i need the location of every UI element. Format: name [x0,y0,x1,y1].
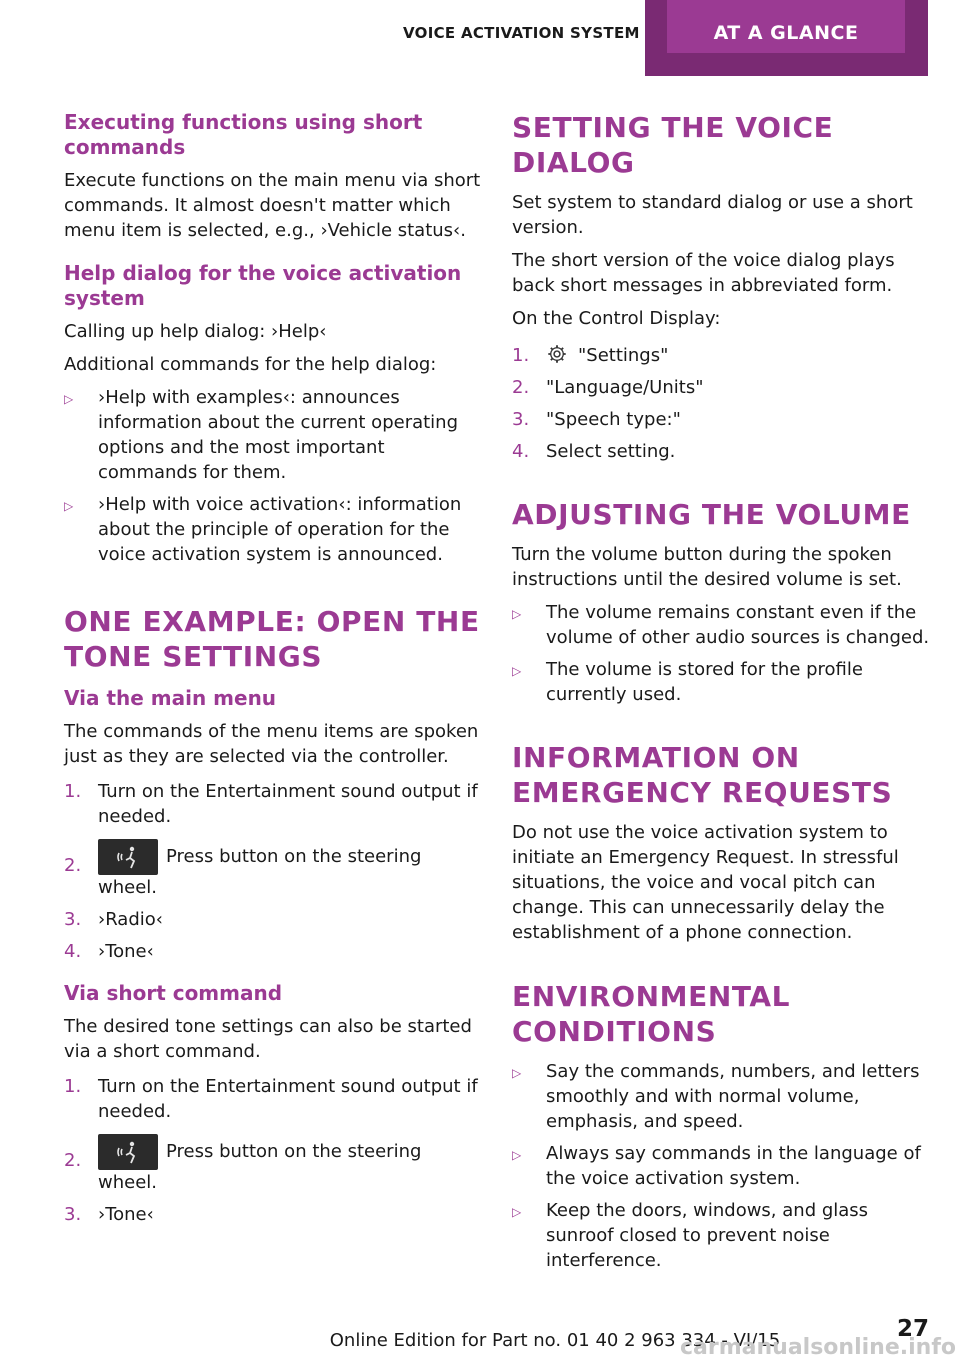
step-number: 1. [512,345,530,366]
voice-button-icon [98,1134,158,1170]
triangle-bullet-icon: ▷ [512,1205,522,1219]
triangle-bullet-icon: ▷ [512,1148,522,1162]
volume-text: Turn the volume button during the spoken instructions until the desired volume is set. [512,544,902,590]
triangle-bullet-icon: ▷ [64,392,74,406]
via-short-command-text: The desired tone settings can also be started via a short command. [64,1016,472,1062]
step-text: ›Tone‹ [98,941,154,962]
step-text: Turn on the Entertainment sound output if needed. [98,1076,478,1122]
list-item [512,657,930,707]
step-number: 2. [64,855,82,876]
step-item [512,407,930,432]
step-text: "Speech type:" [546,409,681,430]
list-item-text: Always say commands in the language of the voice activation system. [546,1143,921,1189]
via-short-command-heading: Via short command [64,981,283,1005]
triangle-bullet-icon: ▷ [512,1066,522,1080]
via-main-menu-heading: Via the main menu [64,686,277,710]
settings-gear-icon [546,343,568,365]
step-item [64,939,482,964]
step-number: 1. [64,1076,82,1097]
triangle-bullet-icon: ▷ [64,499,74,513]
running-header-section: VOICE ACTIVATION SYSTEM [403,24,640,42]
example-heading: ONE EXAMPLE: OPEN THE TONE SETTINGS [64,605,480,673]
watermark: carmanualsonline.info [680,1335,956,1360]
list-item-text: The volume remains constant even if the volume of other audio sources is changed. [546,602,930,648]
via-main-menu-steps [64,779,482,964]
environmental-heading: ENVIRONMENTAL CONDITIONS [512,980,791,1048]
list-item-text: The volume is stored for the profile currently used. [546,659,863,705]
step-item [512,375,930,400]
help-commands-list [64,385,482,567]
footer-edition-text: Online Edition for Part no. 01 40 2 963 334 - VI/15 [329,1330,781,1351]
list-item [512,1059,930,1134]
step-number: 3. [512,409,530,430]
voice-dialog-steps [512,343,930,464]
step-number: 4. [64,941,82,962]
via-short-command-steps [64,1074,482,1227]
via-main-menu-text: The commands of the menu items are spoken just as they are selected via the controller. [64,721,479,767]
list-item [512,600,930,650]
step-item [64,779,482,829]
step-item [64,1202,482,1227]
step-item [64,907,482,932]
triangle-bullet-icon: ▷ [512,607,522,621]
step-text: Turn on the Entertainment sound output if needed. [98,781,478,827]
step-number: 2. [64,1150,82,1171]
list-item-text: Say the commands, numbers, and letters smoothly and with normal volume, emphasis, and speed. [546,1061,920,1132]
voice-dialog-heading: SETTING THE VOICE DIALOG [512,111,834,179]
step-item [64,1074,482,1124]
list-item-text: ›Help with examples‹: announces information about the current operating options and the most important commands for them. [98,387,459,483]
step-number: 4. [512,441,530,462]
list-item-text: Keep the doors, windows, and glass sunroof closed to prevent noise interference. [546,1200,869,1271]
step-text: Press button on the steering wheel. [98,846,422,898]
step-item [64,839,482,900]
volume-heading: ADJUSTING THE VOLUME [512,498,911,531]
step-item [512,439,930,464]
emergency-heading: INFORMATION ON EMERGENCY REQUESTS [512,741,893,809]
short-commands-text: Execute functions on the main menu via short commands. It almost doesn't matter which menu item is selected, e.g., ›Vehicle status‹. [64,170,481,241]
voice-dialog-text-3: On the Control Display: [512,308,721,329]
right-column [512,110,930,1280]
help-dialog-call: Calling up help dialog: ›Help‹ [64,321,327,342]
page-number: 27 [897,1316,930,1342]
step-text: Select setting. [546,441,676,462]
step-number: 3. [64,1204,82,1225]
help-dialog-additional: Additional commands for the help dialog: [64,354,437,375]
step-text: "Settings" [578,345,669,366]
step-item [512,343,930,368]
step-text: ›Radio‹ [98,909,163,930]
help-dialog-heading: Help dialog for the voice activation system [64,261,462,310]
step-text: Press button on the steering wheel. [98,1141,422,1193]
chapter-tab [645,0,928,76]
list-item-text: ›Help with voice activation‹: information about the principle of operation for the voice activation system is announced. [98,494,462,565]
step-item [64,1134,482,1195]
step-number: 2. [512,377,530,398]
environmental-list [512,1059,930,1273]
emergency-text: Do not use the voice activation system to initiate an Emergency Request. In stressful situations, the voice and vocal pitch can change. This can unnecessarily delay the establishment of a phone connection. [512,822,899,943]
list-item [512,1198,930,1273]
list-item [64,385,482,485]
triangle-bullet-icon: ▷ [512,664,522,678]
list-item [64,492,482,567]
chapter-tab-label: AT A GLANCE [713,22,859,44]
chapter-tab-label-box [667,0,905,53]
volume-list [512,600,930,707]
voice-dialog-text-2: The short version of the voice dialog plays back short messages in abbreviated form. [512,250,895,296]
list-item [512,1141,930,1191]
step-number: 1. [64,781,82,802]
voice-dialog-text-1: Set system to standard dialog or use a short version. [512,192,913,238]
left-column [64,110,482,1234]
step-text: ›Tone‹ [98,1204,154,1225]
short-commands-heading: Executing functions using short commands [64,110,423,159]
step-text: "Language/Units" [546,377,704,398]
step-number: 3. [64,909,82,930]
voice-button-icon [98,839,158,875]
